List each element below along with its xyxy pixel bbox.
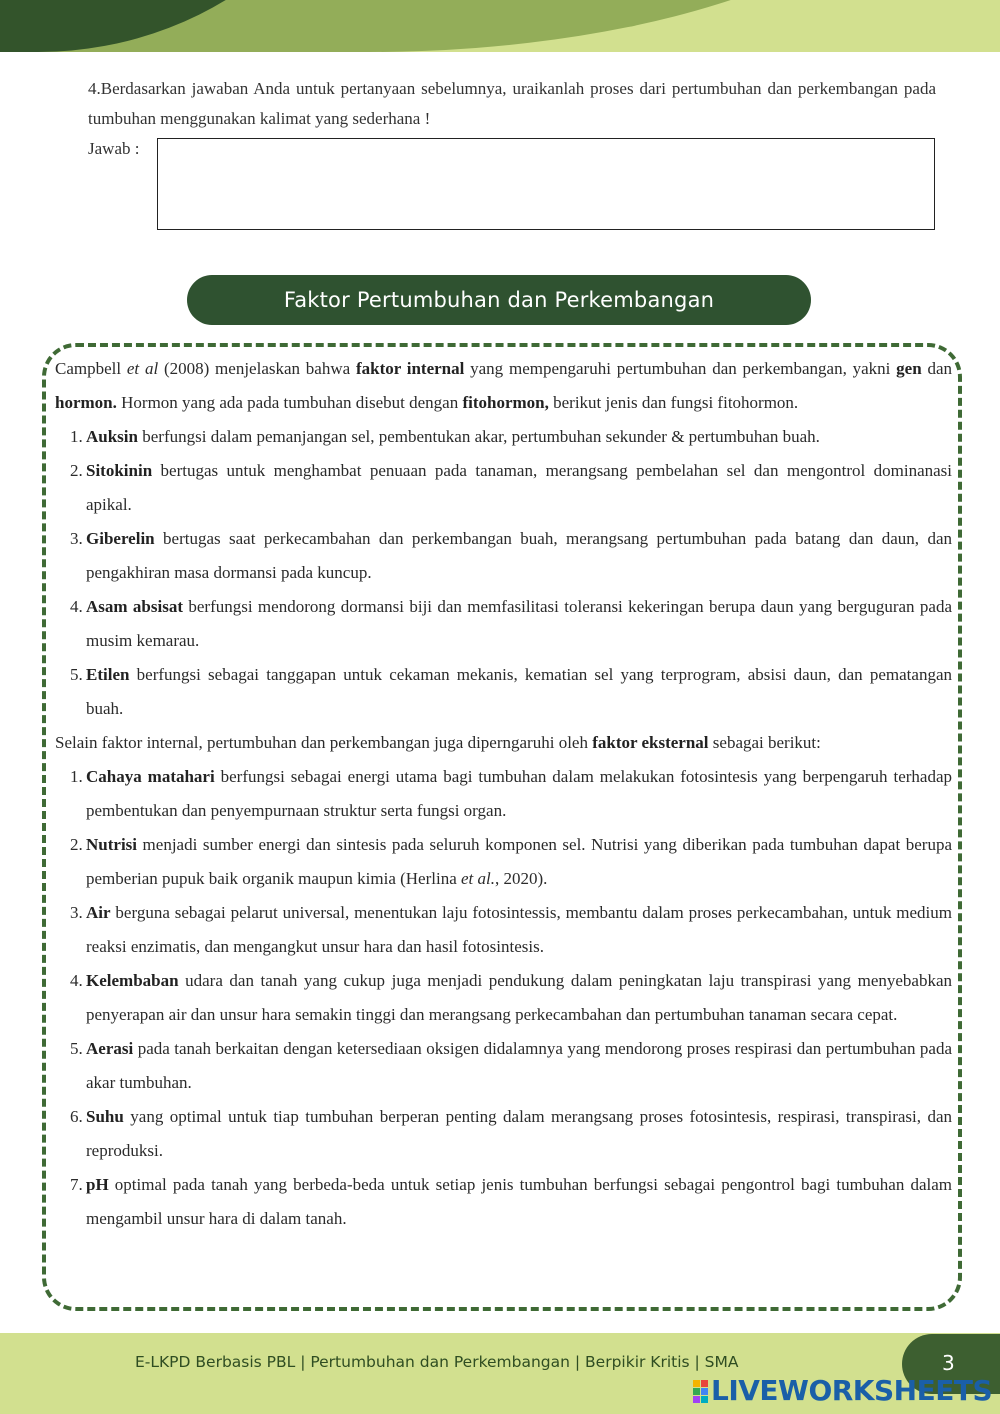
page-number: 3 — [942, 1351, 955, 1375]
factor-description: berfungsi mendorong dormansi biji dan memfasilitasi toleransi kekeringan berupa daun yang berguguran pada musim kemarau. — [86, 597, 953, 650]
factor-term: Auksin — [86, 427, 138, 446]
internal-factor-list — [55, 420, 952, 726]
list-item — [55, 454, 952, 522]
factor-description: berfungsi sebagai tanggapan untuk cekaman mekanis, kematian sel yang terprogram, absisi daun, dan pematangan buah. — [86, 665, 952, 718]
factor-description: pada tanah berkaitan dengan ketersediaan oksigen didalamnya yang mendorong proses respirasi dan pertumbuhan pada akar tumbuhan. — [86, 1039, 952, 1092]
intro-text-5: yang mempengaruhi pertumbuhan dan perkembangan, yakni — [464, 359, 897, 378]
factor-description: berfungsi dalam pemanjangan sel, pembentukan akar, pertumbuhan sekunder & pertumbuhan buah. — [137, 427, 820, 446]
factor-term: Air — [86, 903, 111, 922]
list-item — [55, 1032, 952, 1100]
factor-term: Kelembaban — [86, 971, 179, 990]
list-number: 5. — [70, 1039, 83, 1058]
external-intro-text-1: Selain faktor internal, pertumbuhan dan perkembangan juga diperngaruhi oleh — [55, 733, 593, 752]
intro-hormon: hormon. — [55, 393, 117, 412]
factor-description: udara dan tanah yang cukup juga menjadi pendukung dalam peningkatan laju transpirasi yang menyebabkan penyerapan air dan unsur hara semakin tinggi dan merangsang perkecambahan dan pertumbuhan tanaman secara cepat. — [86, 971, 952, 1024]
external-intro-paragraph — [55, 726, 952, 760]
list-item — [55, 760, 952, 828]
intro-text-1: Campbell — [55, 359, 127, 378]
factor-description: menjadi sumber energi dan sintesis pada seluruh komponen sel. Nutrisi yang diberikan pada tumbuhan dapat berupa pemberian pupuk baik organik maupun kimia (Herlina — [86, 835, 952, 888]
factor-description: yang optimal untuk tiap tumbuhan berperan penting dalam merangsang proses fotosintesis, respirasi, transpirasi, dan reproduksi. — [86, 1107, 952, 1160]
section-title-banner: Faktor Pertumbuhan dan Perkembangan — [187, 275, 811, 325]
list-number: 2. — [70, 835, 83, 854]
external-intro-text-3: sebagai berikut: — [708, 733, 821, 752]
factor-term: Aerasi — [86, 1039, 134, 1058]
list-item — [55, 896, 952, 964]
factor-term: Cahaya matahari — [86, 767, 215, 786]
factor-description: berguna sebagai pelarut universal, menentukan laju fotosintessis, membantu dalam proses perkecambahan, untuk medium reaksi enzimatis, dan mengangkut unsur hara dan hasil fotosintesis. — [86, 903, 952, 956]
factor-term: Sitokinin — [86, 461, 153, 480]
list-item — [55, 1168, 952, 1236]
list-item — [55, 522, 952, 590]
list-number: 4. — [70, 597, 83, 616]
external-factor-list — [55, 760, 952, 1236]
factor-description-end: , 2020). — [495, 869, 548, 888]
factor-description: optimal pada tanah yang berbeda-beda untuk setiap jenis tumbuhan berfungsi sebagai pengontrol bagi tumbuhan dalam mengambil unsur hara di dalam tanah. — [86, 1175, 952, 1228]
list-number: 3. — [70, 529, 83, 548]
list-item — [55, 658, 952, 726]
factor-term: Suhu — [86, 1107, 124, 1126]
list-item — [55, 420, 952, 454]
intro-et-al: et al — [126, 359, 159, 378]
external-intro-faktor-eksternal: faktor eksternal — [592, 733, 709, 752]
intro-gen: gen — [896, 359, 922, 378]
factor-description: bertugas untuk menghambat penuaan pada tanaman, merangsang pembelahan sel dan mengontrol dominanasi apikal. — [86, 461, 952, 514]
citation-et-al: et al. — [461, 869, 496, 888]
list-number: 6. — [70, 1107, 83, 1126]
list-item — [55, 590, 952, 658]
list-item — [55, 828, 952, 896]
question-4-text: 4.Berdasarkan jawaban Anda untuk pertanyaan sebelumnya, uraikanlah proses dari pertumbuhan dan perkembangan pada tumbuhan menggunakan kalimat yang sederhana ! — [88, 79, 936, 128]
list-item — [55, 1100, 952, 1168]
content-body — [55, 352, 952, 1236]
factor-description: berfungsi sebagai energi utama bagi tumbuhan dalam melakukan fotosintesis yang berpengaruh terhadap pembentukan dan penyempurnaan struktur serta fungsi organ. — [86, 767, 952, 820]
intro-paragraph — [55, 352, 952, 420]
intro-fitohormon: fitohormon, — [462, 393, 549, 412]
list-number: 1. — [70, 427, 83, 446]
list-number: 5. — [70, 665, 83, 684]
list-number: 4. — [70, 971, 83, 990]
intro-faktor-internal: faktor internal — [355, 359, 465, 378]
list-number: 1. — [70, 767, 83, 786]
header-decoration — [0, 0, 1000, 52]
liveworksheets-wordmark: LIVEWORKSHEETS — [711, 1374, 993, 1407]
factor-term: Giberelin — [86, 529, 155, 548]
factor-term: Nutrisi — [86, 835, 137, 854]
liveworksheets-blocks-icon — [693, 1380, 708, 1403]
intro-text-7: dan — [921, 359, 952, 378]
list-item — [55, 964, 952, 1032]
list-number: 7. — [70, 1175, 83, 1194]
intro-text-11: berikut jenis dan fungsi fitohormon. — [548, 393, 799, 412]
factor-term: Etilen — [86, 665, 130, 684]
factor-term: pH — [86, 1175, 109, 1194]
intro-text-9: Hormon yang ada pada tumbuhan disebut dengan — [116, 393, 463, 412]
factor-description: bertugas saat perkecambahan dan perkembangan buah, merangsang pertumbuhan pada batang dan daun, dan pengakhiran masa dormansi pada kuncup. — [86, 529, 952, 582]
liveworksheets-logo[interactable] — [693, 1376, 992, 1406]
answer-input-box[interactable] — [157, 138, 935, 230]
answer-label: Jawab : — [88, 139, 140, 158]
list-number: 3. — [70, 903, 83, 922]
footer-text: E-LKPD Berbasis PBL | Pertumbuhan dan Perkembangan | Berpikir Kritis | SMA — [135, 1353, 739, 1371]
factor-term: Asam absisat — [86, 597, 183, 616]
intro-text-3: (2008) menjelaskan bahwa — [158, 359, 356, 378]
list-number: 2. — [70, 461, 83, 480]
